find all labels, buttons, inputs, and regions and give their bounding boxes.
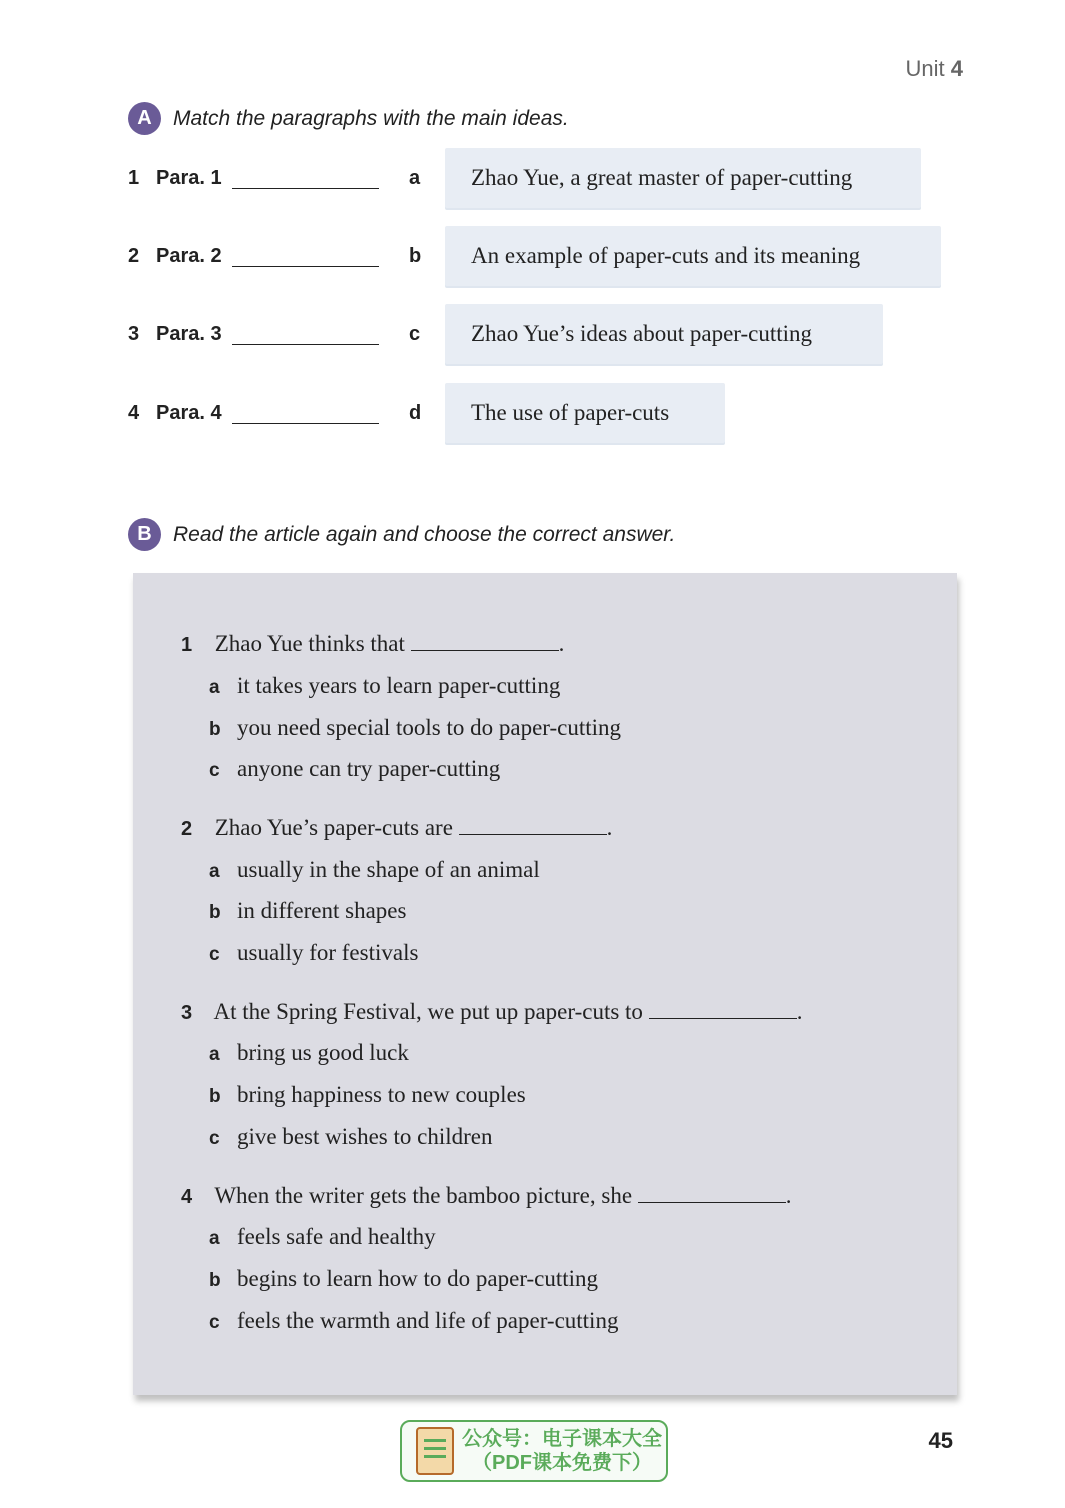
section-a-header	[128, 102, 569, 135]
match-num: 4	[128, 401, 140, 424]
section-b-badge: B	[128, 518, 161, 551]
option-text: give best wishes to children	[237, 1124, 493, 1149]
unit-label	[906, 56, 964, 82]
option-letter: c	[209, 760, 220, 781]
section-a-badge: A	[128, 102, 161, 135]
match-num: 1	[128, 166, 140, 189]
watermark-logo	[400, 1420, 668, 1482]
option-text: you need special tools to do paper-cutting	[237, 715, 622, 740]
match-para: Para. 3	[156, 322, 222, 345]
section-a-instruction: Match the paragraphs with the main ideas.	[173, 106, 569, 130]
page-number: 45	[928, 1428, 953, 1453]
match-para: Para. 2	[156, 244, 222, 267]
option-text: in different shapes	[237, 898, 407, 923]
option-letter: a	[209, 1228, 220, 1249]
option-letter: a	[209, 1044, 220, 1065]
question-number: 2	[181, 818, 193, 840]
answer-option[interactable]	[209, 1040, 409, 1066]
option-letter: b	[209, 902, 221, 923]
question-stem: At the Spring Festival, we put up paper-cuts to	[213, 999, 643, 1024]
section-b-header	[128, 518, 675, 551]
answer-blank[interactable]	[411, 632, 559, 651]
answer-blank[interactable]	[232, 403, 379, 424]
watermark-text	[462, 1427, 662, 1475]
book-icon	[416, 1427, 454, 1475]
match-row	[128, 304, 883, 364]
main-idea-strip: An example of paper-cuts and its meaning	[445, 226, 941, 286]
match-para: Para. 1	[156, 166, 222, 189]
option-letter: b	[209, 1270, 221, 1291]
match-letter: b	[409, 244, 422, 267]
option-text: begins to learn how to do paper-cutting	[237, 1266, 599, 1291]
question-stem: When the writer gets the bamboo picture, she	[214, 1183, 633, 1208]
answer-blank[interactable]	[232, 246, 379, 267]
question-number: 1	[181, 634, 193, 656]
question-stem: Zhao Yue’s paper-cuts are	[214, 815, 453, 840]
match-num: 2	[128, 244, 140, 267]
answer-blank[interactable]	[232, 168, 379, 189]
question-end: .	[785, 1183, 792, 1208]
match-num: 3	[128, 322, 140, 345]
question-number: 3	[181, 1002, 193, 1024]
option-letter: a	[209, 677, 220, 698]
option-letter: b	[209, 719, 221, 740]
watermark-line-1: 公众号：电子课本大全	[462, 1428, 662, 1450]
main-idea-strip: Zhao Yue, a great master of paper-cutting	[445, 148, 921, 208]
match-row	[128, 383, 725, 443]
question-number: 4	[181, 1186, 193, 1208]
questions-panel	[133, 573, 957, 1395]
unit-number: 4	[950, 56, 963, 81]
option-text: usually for festivals	[237, 940, 419, 965]
option-text: it takes years to learn paper-cutting	[237, 673, 561, 698]
option-text: bring happiness to new couples	[237, 1082, 526, 1107]
answer-blank[interactable]	[638, 1184, 786, 1203]
match-letter: d	[409, 401, 422, 424]
option-letter: c	[209, 1312, 220, 1333]
unit-word: Unit	[905, 56, 945, 81]
question-end: .	[606, 815, 613, 840]
watermark-line-2: （PDF课本免费下）	[472, 1452, 652, 1474]
answer-blank[interactable]	[232, 324, 379, 345]
question	[181, 631, 564, 657]
answer-blank[interactable]	[459, 816, 607, 835]
answer-option[interactable]	[209, 1124, 493, 1150]
question	[181, 815, 612, 841]
answer-option[interactable]	[209, 857, 540, 883]
match-letter: c	[409, 322, 421, 345]
section-b-instruction: Read the article again and choose the correct answer.	[173, 522, 676, 546]
question-end: .	[558, 631, 565, 656]
option-text: bring us good luck	[237, 1040, 409, 1065]
answer-option[interactable]	[209, 756, 500, 782]
answer-option[interactable]	[209, 673, 560, 699]
answer-option[interactable]	[209, 898, 406, 924]
match-para: Para. 4	[156, 401, 222, 424]
answer-blank[interactable]	[649, 1000, 797, 1019]
main-idea-strip: Zhao Yue’s ideas about paper-cutting	[445, 304, 883, 364]
option-text: feels the warmth and life of paper-cutting	[237, 1308, 619, 1333]
question	[181, 1183, 792, 1209]
answer-option[interactable]	[209, 1308, 618, 1334]
question-end: .	[796, 999, 803, 1024]
answer-option[interactable]	[209, 1082, 526, 1108]
option-text: anyone can try paper-cutting	[237, 756, 501, 781]
match-row	[128, 148, 921, 208]
answer-option[interactable]	[209, 940, 418, 966]
option-letter: c	[209, 944, 220, 965]
option-letter: a	[209, 861, 220, 882]
question	[181, 999, 802, 1025]
main-idea-strip: The use of paper-cuts	[445, 383, 725, 443]
question-stem: Zhao Yue thinks that	[214, 631, 405, 656]
option-text: feels safe and healthy	[237, 1224, 436, 1249]
match-letter: a	[409, 166, 421, 189]
option-letter: c	[209, 1128, 220, 1149]
option-letter: b	[209, 1086, 221, 1107]
answer-option[interactable]	[209, 1224, 436, 1250]
option-text: usually in the shape of an animal	[237, 857, 540, 882]
answer-option[interactable]	[209, 715, 621, 741]
match-row	[128, 226, 941, 286]
answer-option[interactable]	[209, 1266, 598, 1292]
